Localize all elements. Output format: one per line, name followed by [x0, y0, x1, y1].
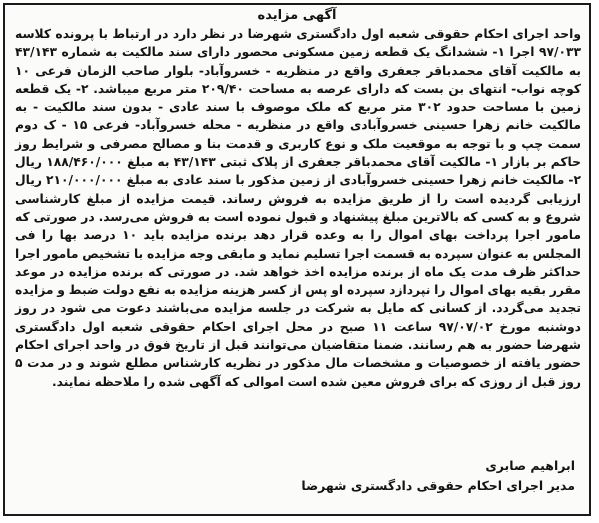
notice-title: آگهی مزایده	[257, 8, 337, 23]
signature-block	[301, 456, 575, 496]
signer-title: مدیر اجرای احکام حقوقی دادگستری شهرضا	[301, 478, 575, 493]
signer-name: ابراهیم صابری	[485, 458, 575, 473]
notice-frame	[3, 3, 591, 516]
notice-body-paragraph: واحد اجرای احکام حقوقی شعبه اول دادگستری شهرضا در نظر دارد در ارتباط با پرونده کلاسه ۹۷/۰۳۳ اجرا ۱- ششدانگ یک قطعه زمین مسکونی محصور دارای سند مالکیت به شماره ۴۳/۱۴۳ به مالکیت آقای محمدباقر جعفری واقع در منظریه - خسروآباد- بلوار صاحب الزمان فرعی ۱۰ کوچه نواب- انتهای بن بست که دارای عرصه به مساحت ۲۰۹/۴۰ متر مربع میباشد. ۲- یک قطعه زمین با مساحت حدود ۳۰۲ متر مربع که ملک موصوف با سند عادی - بدون سند مالکیت - به مالکیت خانم زهرا حسینی خسروآبادی واقع در منظریه - محله خسروآباد- فرعی ۱۵ - ک دوم سمت چپ و با توجه به موقعیت ملک و نوع کاربری و قدمت بنا و مصالح مصرفی و شرایط روز حاکم بر بازار ۱- مالکیت آقای محمدباقر جعفری از پلاک ثبتی ۴۳/۱۴۳ به مبلغ ۱۸۸/۴۶۰/۰۰۰ ریال ۲- مالکیت خانم زهرا حسینی خسروآبادی از زمین مذکور با سند عادی به مبلغ ۲۱۰/۰۰۰/۰۰۰ ریال ارزیابی گردیده است را از طریق مزایده به فروش رساند. قیمت مزایده از مبلغ کارشناسی شروع و به کسی که بالاترین مبلغ پیشنهاد و قبول نموده است به فروش می‌رسد. در صورتی که مامور اجرا پرداخت بهای اموال را به وعده قرار دهد برنده مزایده باید ۱۰ درصد بها را فی المجلس به عنوان سپرده به قسمت اجرا تسلیم نماید و مابقی وجه مزایده با تشخیص مامور اجرا حداکثر ظرف مدت یک ماه از برنده مزایده اخذ خواهد شد. در صورتی که برنده مزایده در موعد مقرر بقیه بهای اموال را نپردازد سپرده او پس از کسر هزینه مزایده به نفع دولت ضبط و مزایده تجدید می‌گردد. از کسانی که مایل به شرکت در جلسه مزایده می‌باشند دعوت می شود در روز دوشنبه مورخ ۹۷/۰۷/۰۲ ساعت ۱۱ صبح در محل اجرای احکام حقوقی شعبه اول دادگستری شهرضا حضور به هم رسانند. ضمنا متقاضیان می‌توانند قبل از تاریخ فوق در واحد اجرای احکام حضور یافته از خصوصیات و مشخصات مال مذکور در نظریه کارشناس مطلع شوند و در مدت ۵ روز قبل از روزی که برای فروش معین شده است اموالی که آگهی شده را ملاحظه نمایند.	[15, 27, 582, 389]
notice-body	[15, 25, 581, 391]
